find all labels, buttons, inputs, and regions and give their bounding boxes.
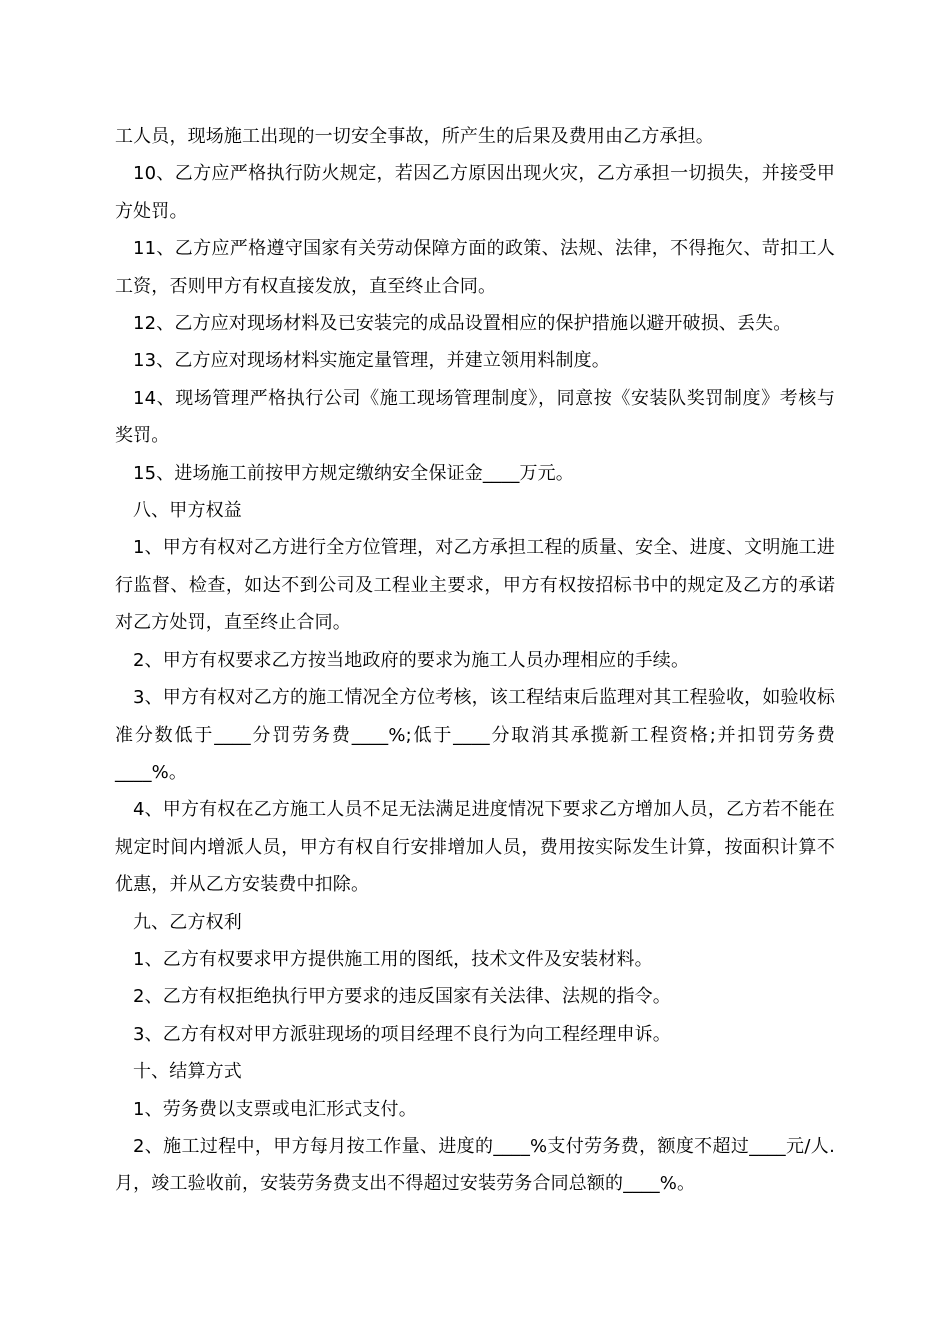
section-9-clause-3: 3、乙方有权对甲方派驻现场的项目经理不良行为向工程经理申诉。 [133,1023,671,1045]
document-body [115,118,835,1203]
section-9-clause-1: 1、乙方有权要求甲方提供施工用的图纸，技术文件及安装材料。 [133,948,653,970]
section-8-clause-1: 1、甲方有权对乙方进行全方位管理，对乙方承担工程的质量、安全、进度、文明施工进行监督、检查，如达不到公司及工程业主要求，甲方有权按招标书中的规定及乙方的承诺对乙方处罚，直至终止合同。 [115,537,835,634]
section-8-clause-3: 3、甲方有权对乙方的施工情况全方位考核，该工程结束后监理对其工程验收，如验收标准分数低于____分罚劳务费____%;低于____分取消其承揽新工程资格;并扣罚劳务费____%。 [115,687,835,783]
clause-11: 11、乙方应严格遵守国家有关劳动保障方面的政策、法规、法律，不得拖欠、苛扣工人工资，否则甲方有权直接发放，直至终止合同。 [115,238,835,297]
clause-14: 14、现场管理严格执行公司《施工现场管理制度》，同意按《安装队奖罚制度》考核与奖罚。 [115,387,835,447]
section-10-clause-2: 2、施工过程中，甲方每月按工作量、进度的____%支付劳务费，额度不超过____元/人.月，竣工验收前，安装劳务费支出不得超过安装劳务合同总额的____%。 [115,1135,835,1195]
section-8-clause-2: 2、甲方有权要求乙方按当地政府的要求为施工人员办理相应的手续。 [133,649,690,671]
section-8-clause-4: 4、甲方有权在乙方施工人员不足无法满足进度情况下要求乙方增加人员，乙方若不能在规定时间内增派人员，甲方有权自行安排增加人员，费用按实际发生计算，按面积计算不优惠，并从乙方安装费中扣除。 [115,799,835,896]
clause-15: 15、进场施工前按甲方规定缴纳安全保证金____万元。 [133,462,574,484]
section-9-clause-2: 2、乙方有权拒绝执行甲方要求的违反国家有关法律、法规的指令。 [133,986,671,1008]
section-heading-10: 十、结算方式 [133,1061,242,1083]
clause-13: 13、乙方应对现场材料实施定量管理，并建立领用料制度。 [133,350,610,372]
section-10-clause-1: 1、劳务费以支票或电汇形式支付。 [133,1098,417,1120]
clause-12: 12、乙方应对现场材料及已安装完的成品设置相应的保护措施以避开破损、丢失。 [133,313,792,335]
clause-10: 10、乙方应严格执行防火规定，若因乙方原因出现火灾，乙方承担一切损失，并接受甲方处罚。 [115,163,835,222]
section-heading-8: 八、甲方权益 [133,500,242,522]
paragraph-continuation: 工人员，现场施工出现的一切安全事故，所产生的后果及费用由乙方承担。 [115,126,714,147]
section-heading-9: 九、乙方权利 [133,911,242,933]
